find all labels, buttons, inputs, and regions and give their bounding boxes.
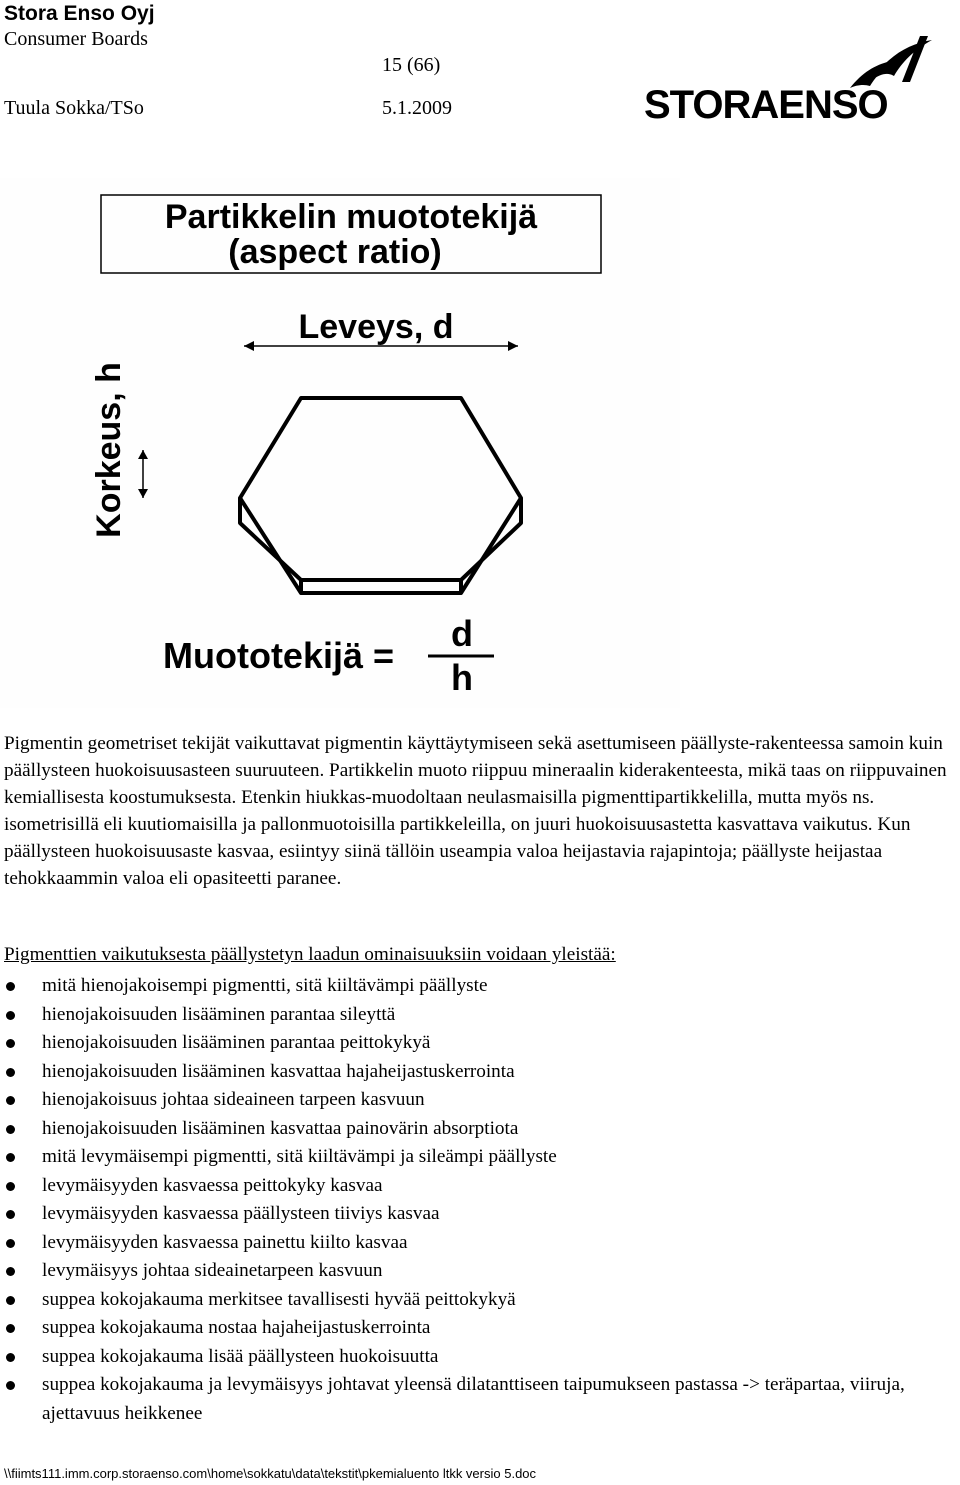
body-paragraph: Pigmentin geometriset tekijät vaikuttavat pigmentin käyttäytymiseen sekä asettumiseen päällyste-rakenteessa samoin kuin päällysteen huokoisuusasteen suuruuteen. Partikkelin muoto riippuu mineraalin kiderakenteesta, mikä taas on riippuvainen kemiallisesta koostumuksesta. Etenkin hiukkas-muodoltaan neulasmaisilla pigmenttipartikkelilla, mutta myös ns. isometrisillä eli kuutiomaisilla ja pallonmuotoisilla partikkeleilla, on juuri huokoisuusastetta kasvattava vaikutus. Kun päällysteen huokoisuusaste kasvaa, esiintyy siinä tällöin useampia valoa heijastavia rajapintoja; päällyste heijastaa tehokkaammin valoa eli opasiteetti paranee. — [4, 733, 947, 889]
list-item-text: hienojakoisuuden lisääminen parantaa sileyttä — [42, 1003, 396, 1025]
list-item-text: mitä levymäisempi pigmentti, sitä kiiltävämpi ja sileämpi päällyste — [42, 1146, 557, 1167]
formula-numerator: d — [451, 613, 473, 654]
list-item-text: levymäisyys johtaa sideainetarpeen kasvuun — [42, 1260, 383, 1281]
bullet-icon — [6, 1153, 15, 1162]
bullet-icon — [6, 1182, 15, 1191]
list-item — [0, 1143, 922, 1172]
company-name: Stora Enso Oyj — [4, 2, 155, 25]
list-item — [0, 1286, 922, 1315]
list-item — [0, 1086, 922, 1115]
page-number: 15 (66) — [382, 54, 441, 76]
bullet-icon — [6, 1096, 15, 1105]
stora-enso-logo — [640, 36, 940, 128]
footer-file-path: \\fiimts111.imm.corp.storaenso.com\home\sokkatu\data\tekstit\pkemialuento ltkk versio 5.doc — [4, 1466, 537, 1481]
bullet-icon — [6, 1353, 15, 1362]
bullet-icon — [6, 982, 15, 991]
list-intro: Pigmenttien vaikutuksesta päällystetyn laadun ominaisuuksiin voidaan yleistää: — [4, 944, 616, 965]
author: Tuula Sokka/TSo — [4, 97, 144, 119]
list-item — [0, 1200, 922, 1229]
list-item-text: hienojakoisuuden lisääminen parantaa peittokykyä — [42, 1032, 431, 1053]
bullet-icon — [6, 1296, 15, 1305]
list-item — [0, 1115, 922, 1144]
formula-denominator: h — [451, 657, 473, 698]
list-item-text: hienojakoisuuden lisääminen kasvattaa painovärin absorptiota — [42, 1117, 519, 1139]
list-item-text: levymäisyyden kasvaessa peittokyky kasvaa — [42, 1174, 383, 1196]
height-label: Korkeus, h — [90, 362, 128, 538]
bullet-icon — [6, 1267, 15, 1276]
bullet-icon — [6, 1125, 15, 1134]
bullet-icon — [6, 1210, 15, 1219]
list-item — [0, 1229, 922, 1258]
bullet-icon — [6, 1011, 15, 1020]
bullet-icon — [6, 1381, 15, 1390]
list-item-text: hienojakoisuuden lisääminen kasvattaa hajaheijastuskerrointa — [42, 1060, 515, 1082]
width-label: Leveys, d — [298, 308, 454, 346]
bullet-icon — [6, 1239, 15, 1248]
logo-bird-icon — [850, 36, 932, 88]
department-name: Consumer Boards — [4, 28, 148, 50]
list-item — [0, 1172, 922, 1201]
effects-list — [0, 972, 960, 1428]
list-item — [0, 1001, 922, 1030]
figure-title-line2: (aspect ratio) — [228, 233, 442, 271]
list-item-text: hienojakoisuus johtaa sideaineen tarpeen kasvuun — [42, 1089, 425, 1110]
list-item — [0, 1257, 922, 1286]
list-item — [0, 972, 922, 1001]
list-item-text: suppea kokojakauma ja levymäisyys johtavat yleensä dilatanttiseen taipumukseen pastassa -> teräpartaa, viiruja, ajettavuus heikkenee — [42, 1374, 905, 1424]
list-item-text: mitä hienojakoisempi pigmentti, sitä kiiltävämpi päällyste — [42, 975, 488, 996]
formula-label: Muototekijä = — [163, 635, 395, 676]
aspect-ratio-figure — [0, 178, 680, 708]
list-item-text: levymäisyyden kasvaessa painettu kiilto kasvaa — [42, 1231, 408, 1253]
logo-text: STORAENSO — [644, 83, 888, 127]
bullet-icon — [6, 1039, 15, 1048]
list-item — [0, 1029, 922, 1058]
bullet-icon — [6, 1324, 15, 1333]
list-item — [0, 1314, 922, 1343]
list-item-text: suppea kokojakauma lisää päällysteen huokoisuutta — [42, 1345, 439, 1367]
list-item-text: suppea kokojakauma nostaa hajaheijastuskerrointa — [42, 1317, 431, 1338]
list-item-text: levymäisyyden kasvaessa päällysteen tiiviys kasvaa — [42, 1203, 440, 1224]
bullet-icon — [6, 1068, 15, 1077]
list-item — [0, 1371, 922, 1428]
list-item-text: suppea kokojakauma merkitsee tavallisesti hyvää peittokykyä — [42, 1288, 516, 1310]
list-item — [0, 1058, 922, 1087]
figure-title-line1: Partikkelin muototekijä — [164, 198, 538, 236]
list-item — [0, 1343, 922, 1372]
document-date: 5.1.2009 — [382, 97, 452, 119]
